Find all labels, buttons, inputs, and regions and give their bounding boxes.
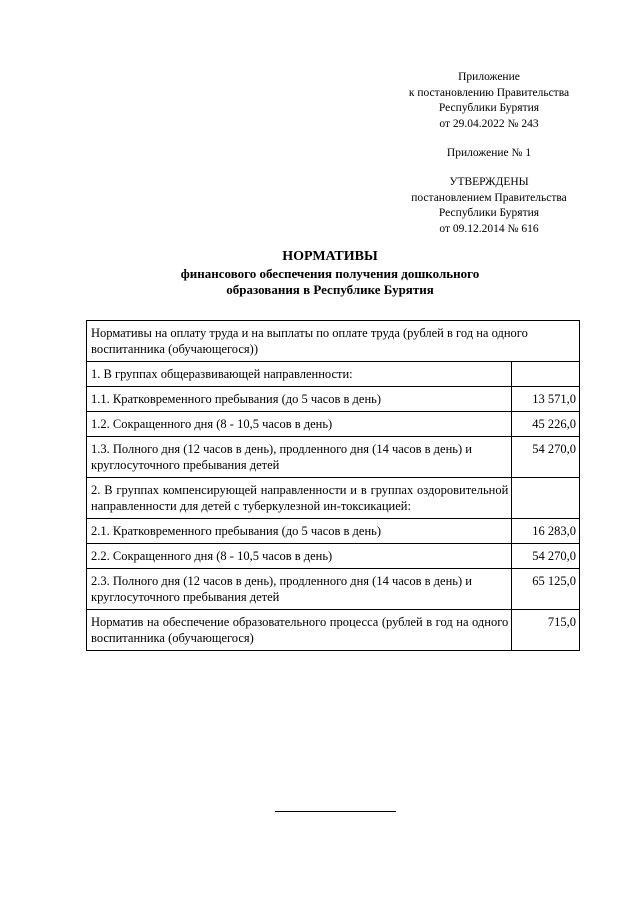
row-value: 45 226,0: [512, 412, 580, 437]
row-label: Норматив на обеспечение образовательного процесса (рублей в год на одного воспитанника (обучающегося): [87, 610, 512, 651]
appendix-number-text: Приложение № 1: [446, 147, 532, 159]
title-line: финансового обеспечения получения дошкольного: [180, 265, 480, 281]
row-value: [512, 478, 580, 519]
row-label: 2.2. Сокращенного дня (8 - 10,5 часов в день): [87, 544, 512, 569]
appendix-number: [380, 146, 598, 162]
table-row: [87, 544, 580, 569]
table-row: [87, 362, 580, 387]
appendix-line: Республики Бурятия: [438, 102, 540, 114]
table-row: [87, 478, 580, 519]
row-value: 54 270,0: [512, 544, 580, 569]
approved-date: от 09.12.2014 № 616: [439, 222, 539, 235]
table-row: [87, 569, 580, 610]
row-label: 2.1. Кратковременного пребывания (до 5 часов в день): [87, 519, 512, 544]
table-row: [87, 387, 580, 412]
title-main: НОРМАТИВЫ: [282, 249, 378, 264]
table-header-cell: Нормативы на оплату труда и на выплаты по оплате труда (рублей в год на одного воспитанника (обучающегося)): [87, 321, 580, 362]
appendix-line: к постановлению Правительства: [408, 86, 570, 99]
end-divider: [275, 811, 396, 812]
row-value: 16 283,0: [512, 519, 580, 544]
row-value: 65 125,0: [512, 569, 580, 610]
title-line: образования в Республике Бурятия: [226, 282, 434, 297]
row-label: 2. В группах компенсирующей направленности и в группах оздоровительной направленности для детей с туберкулезной ин-токсикацией:: [87, 478, 512, 519]
row-label: 1.2. Сокращенного дня (8 - 10,5 часов в день): [87, 412, 512, 437]
approved-line: Республики Бурятия: [438, 207, 540, 219]
row-value: 54 270,0: [512, 437, 580, 478]
approved-heading: УТВЕРЖДЕНЫ: [449, 176, 529, 188]
table-row: [87, 519, 580, 544]
row-label: 1. В группах общеразвивающей направленности:: [87, 362, 512, 387]
row-value: [512, 362, 580, 387]
approved-line: постановлением Правительства: [411, 191, 567, 204]
document-title: [80, 249, 580, 299]
appendix-line: Приложение: [458, 71, 520, 83]
appendix-date: от 29.04.2022 № 243: [439, 117, 539, 130]
approved-block: [380, 175, 598, 237]
norms-table: [86, 320, 580, 651]
table-row: [87, 610, 580, 651]
table-row: [87, 412, 580, 437]
table-row: [87, 437, 580, 478]
appendix-block: [380, 70, 598, 132]
row-value: 13 571,0: [512, 387, 580, 412]
table-header-row: [87, 321, 580, 362]
row-label: 1.1. Кратковременного пребывания (до 5 часов в день): [87, 387, 512, 412]
row-label: 1.3. Полного дня (12 часов в день), продленного дня (14 часов в день) и круглосуточного пребывания детей: [87, 437, 512, 478]
row-label: 2.3. Полного дня (12 часов в день), продленного дня (14 часов в день) и круглосуточного пребывания детей: [87, 569, 512, 610]
row-value: 715,0: [512, 610, 580, 651]
